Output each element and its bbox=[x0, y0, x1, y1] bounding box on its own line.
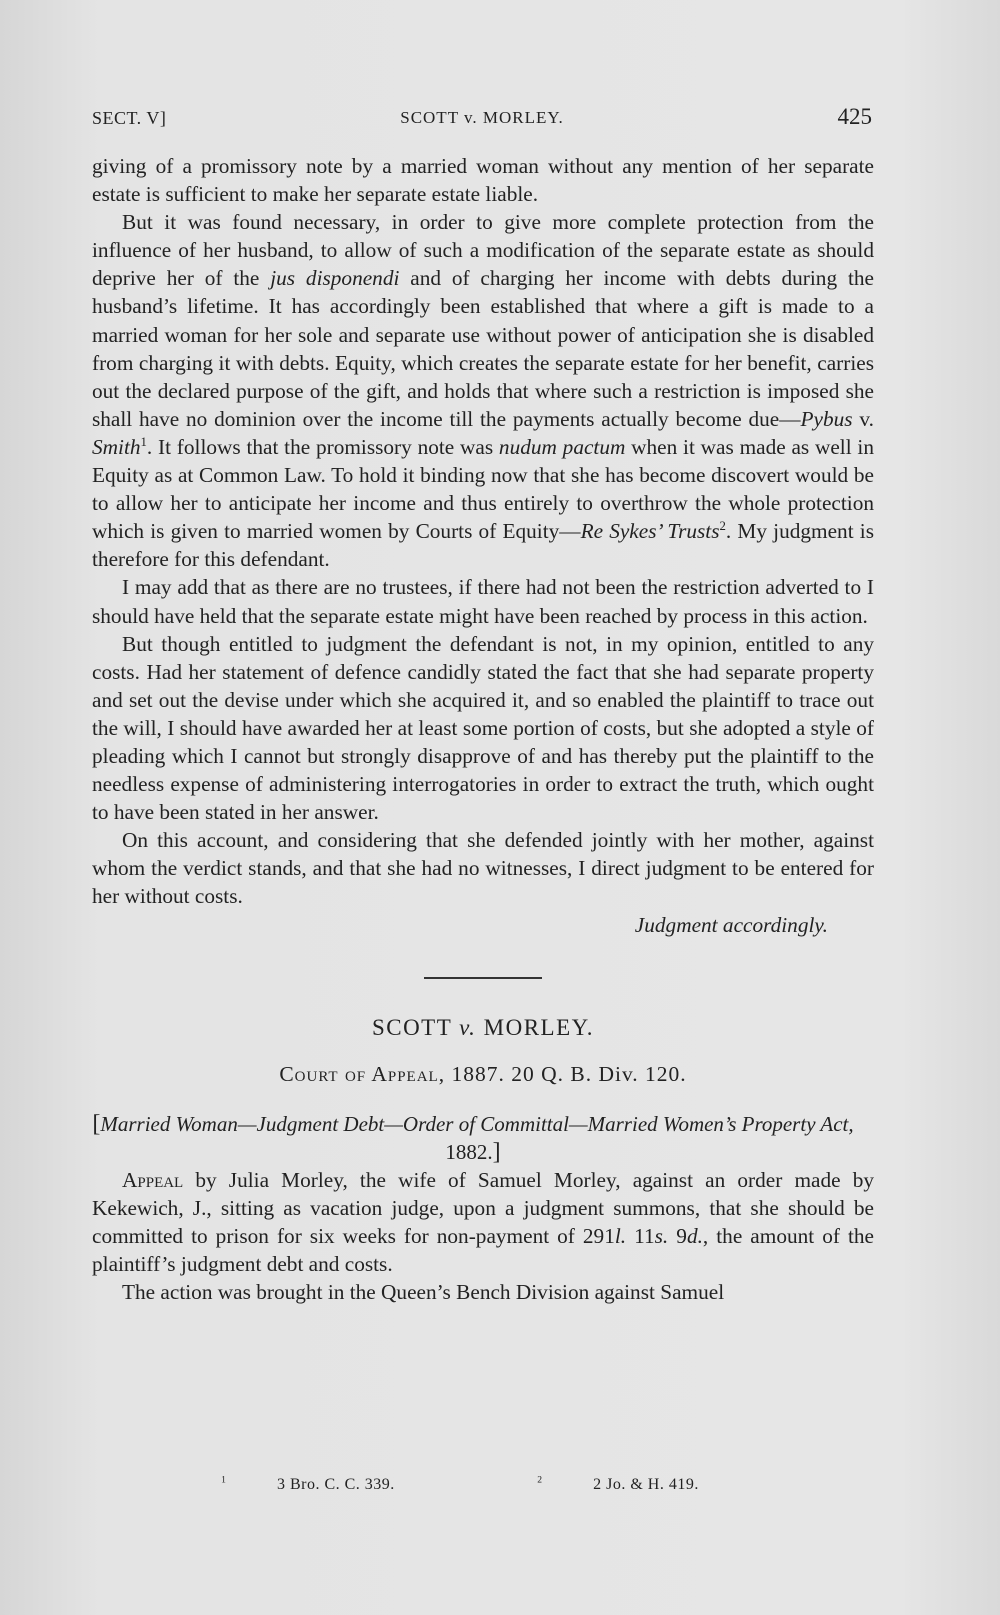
page-body bbox=[92, 152, 874, 1306]
case-citation: Pybus bbox=[800, 406, 853, 431]
footnote-1: $^1$ 3 Bro. C. C. 339. bbox=[221, 1474, 395, 1493]
page-header bbox=[92, 104, 872, 132]
footnote-2: $^2$ 2 Jo. & H. 419. bbox=[537, 1474, 699, 1493]
section-divider bbox=[424, 977, 542, 979]
footnotes bbox=[92, 1476, 874, 1494]
case-citation: Re Sykes’ Trusts bbox=[580, 519, 720, 544]
court-citation: Court of Appeal, 1887. 20 Q. B. Div. 120. bbox=[279, 1061, 687, 1086]
paragraph-costs: But though entitled to judgment the defendant is not, in my opinion, entitled to any costs. Had her statement of defence candidly stated the fact that she had separate property and set out the devise under which she acquired it, and so enabled the plaintiff to trace out the will, I should have awarded her at least some portion of costs, but she adopted a style of pleading which I cannot but strongly disapprove of and has thereby put the plaintiff to the needless expense of administering interrogatories in order to extract the truth, which ought to have been stated in her answer. bbox=[92, 631, 874, 825]
headnote: [Married Woman—Judgment Debt—Order of Committal—Married Women’s Property Act, 1882.] bbox=[92, 1110, 854, 1165]
page-number: 425 bbox=[837, 104, 872, 129]
paragraph-appeal: Appeal by Julia Morley, the wife of Samuel Morley, against an order made by Kekewich, J., sitting as vacation judge, upon a judgment summons, that she should be committed to prison for six weeks for non-payment of 291l. 11s. 9d., the amount of the plaintiff’s judgment debt and costs. bbox=[92, 1167, 874, 1276]
paragraph-trustees: I may add that as there are no trustees, if there had not been the restriction adverted to I should have held that the separate estate might have been reached by process in this action. bbox=[92, 575, 874, 628]
paragraph-separate-estate: But it was found necessary, in order to give more complete protection from the influence of her husband, to allow of such a modification of the separate estate as should deprive her of the jus disponendi and of charging her income with debts during the husband’s lifetime. It has accordingly been established that where a gift is made to a married woman for her sole and separate use without power of anticipation she is disabled from charging it with debts. Equity, which creates the separate estate for her benefit, carries out the declared purpose of the gift, and holds that where such a restriction is imposed she shall have no dominion over the income till the payments actually become due—Pybus v. Smith$^1$. It follows that the promissory note was nudum pactum when it was made as well in Equity as at Common Law. To hold it binding now that she has become discovert would be to allow her to anticipate her income and thus entirely to overthrow the whole protection which is given to married women by Courts of Equity—Re Sykes’ Trusts$^2$. My judgment is therefore for this defendant. bbox=[92, 210, 874, 572]
case-title: SCOTT v. MORLEY. bbox=[371, 1014, 595, 1040]
latin-phrase: jus disponendi bbox=[270, 266, 400, 291]
running-title: SCOTT v. MORLEY. bbox=[400, 108, 564, 127]
section-label: SECT. V] bbox=[92, 108, 167, 128]
paragraph-continued: giving of a promissory note by a married woman without any mention of her separate estate is sufficient to make her separate estate liable. bbox=[92, 154, 874, 207]
latin-phrase: nudum pactum bbox=[498, 434, 626, 459]
footnote-ref: 1 bbox=[140, 434, 147, 449]
case-citation: Smith bbox=[92, 434, 141, 459]
paragraph-action: The action was brought in the Queen’s Bench Division against Samuel bbox=[122, 1280, 725, 1305]
judgment-line: Judgment accordingly. bbox=[634, 912, 828, 937]
footnote-ref: 2 bbox=[719, 519, 726, 534]
paragraph-direction: On this account, and considering that she defended jointly with her mother, against whom the verdict stands, and that she had no witnesses, I direct judgment to be entered for her without costs. bbox=[92, 828, 874, 909]
